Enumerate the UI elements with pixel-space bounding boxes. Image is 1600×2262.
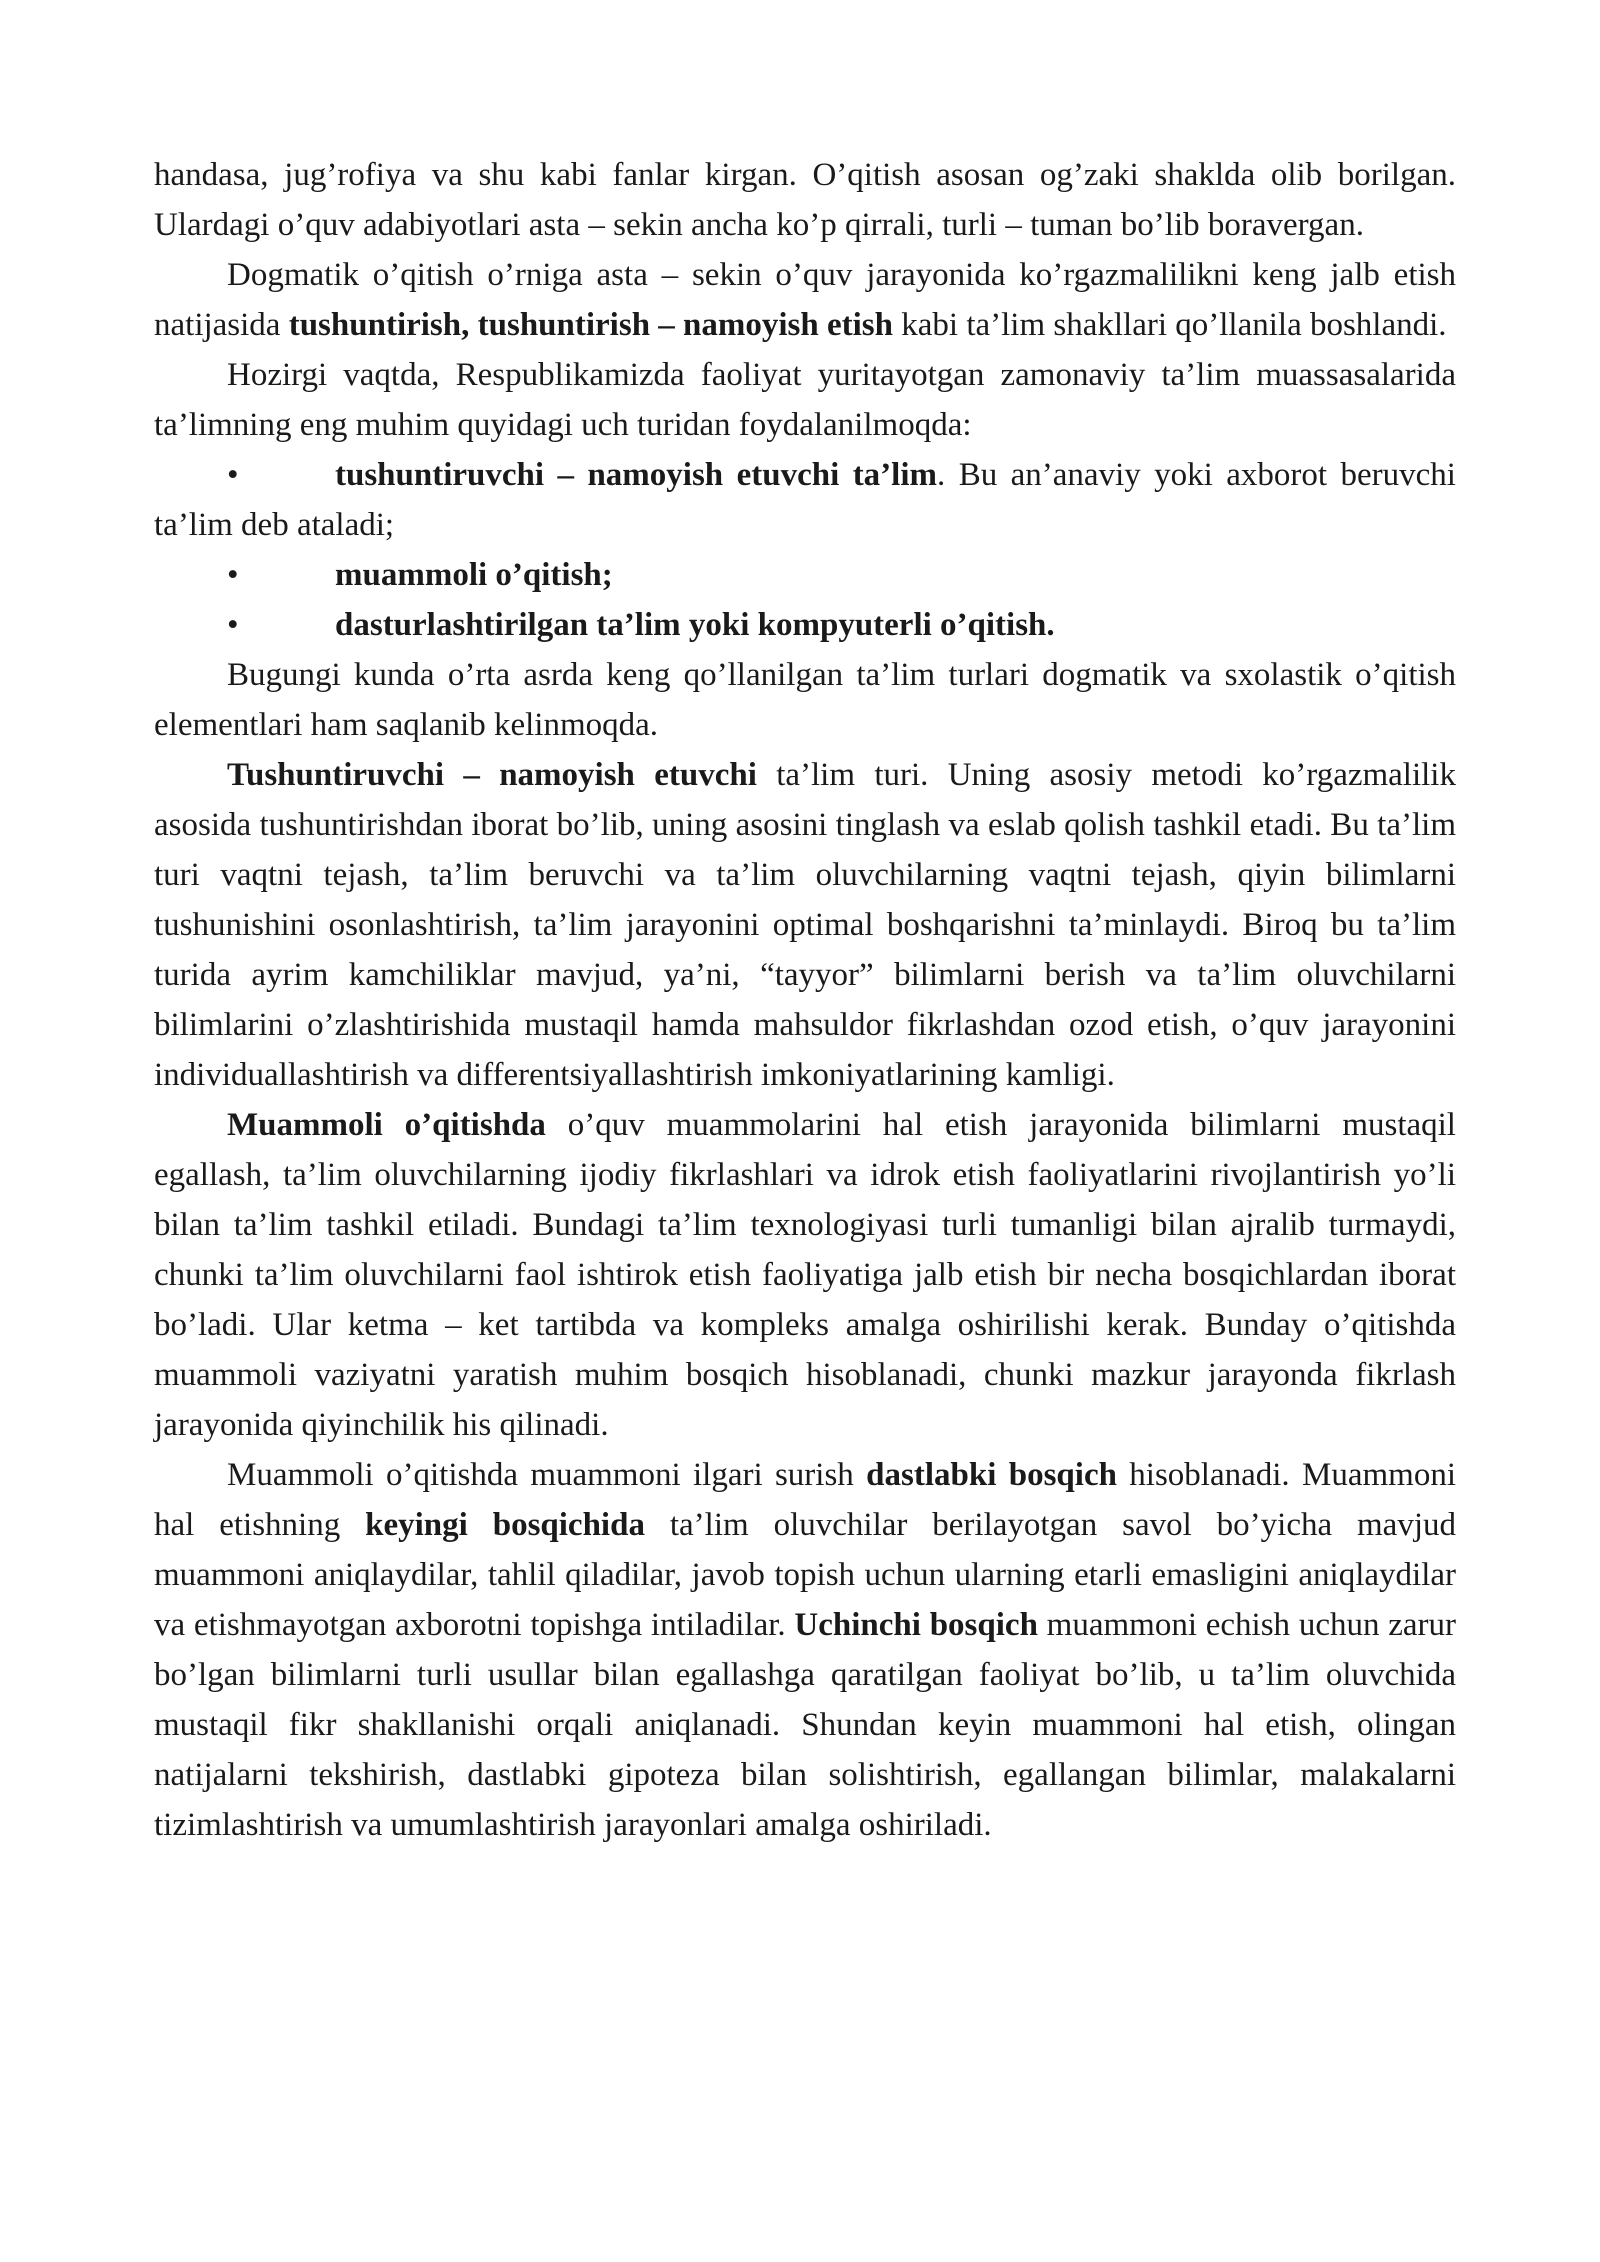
bold-term: Muammoli o’qitishda	[227, 1107, 546, 1143]
paragraph-text: o’quv muammolarini hal etish jarayonida bilimlarni mustaqil egallash, ta’lim oluvchilarning ijodiy fikrlashlari va idrok etish faoliyatlarini rivojlantirish yo’li bilan ta’lim tashkil etiladi. Bundagi ta’lim texnologiyasi turli tumanligi bilan ajralib turmaydi, chunki ta’lim oluvchilarni faol ishtirok etish faoliyatiga jalb etish bir necha bosqichlardan iborat bo’ladi. Ular ketma – ket tartibda va kompleks amalga oshirilishi kerak. Bunday o’qitishda muammoli vaziyatni yaratish muhim bosqich hisoblanadi, chunki mazkur jarayonda fikrlash jarayonida qiyinchilik his qilinadi.	[154, 1107, 1456, 1443]
paragraph-dogmatik	[154, 250, 1456, 350]
bold-term: keyingi bosqichida	[365, 1507, 645, 1543]
bullet-icon: •	[227, 457, 239, 493]
list-item	[154, 450, 1456, 550]
paragraph-text: ta’lim turi. Uning asosiy metodi ko’rgazmalilik asosida tushuntirishdan iborat bo’lib, uning asosini tinglash va eslab qolish tashkil etadi. Bu ta’lim turi vaqtni tejash, ta’lim beruvchi va ta’lim oluvchilarning vaqtni tejash, qiyin bilimlarni tushunishini osonlashtirish, ta’lim jarayonini optimal boshqarishni ta’minlaydi. Biroq bu ta’lim turida ayrim kamchiliklar mavjud, ya’ni, “tayyor” bilimlarni berish va ta’lim oluvchilarni bilimlarini o’zlashtirishida mustaqil hamda mahsuldor fikrlashdan ozod etish, o’quv jarayonini individuallashtirish va differentsiyallashtirish imkoniyatlarining kamligi.	[154, 757, 1456, 1093]
bold-term: tushuntiruvchi – namoyish etuvchi ta’lim	[335, 457, 937, 493]
paragraph-muammoli	[154, 1100, 1456, 1450]
paragraph-text: Dogmatik o’qitish o’rniga asta – sekin o’quv jarayonida ko’rgazmalilikni keng jalb etish natijasida	[154, 257, 1456, 343]
bullet-icon: •	[227, 557, 239, 593]
list-item-text	[154, 450, 1456, 550]
paragraph-text: hisoblanadi. Muammoni hal etishning	[154, 1457, 1457, 1543]
bold-term: Uchinchi bosqich	[794, 1607, 1038, 1643]
list-item-text	[154, 550, 1456, 600]
list-item	[154, 550, 1456, 600]
list-item-text	[154, 600, 1456, 650]
paragraph-text: Muammoli o’qitishda muammoni ilgari surish	[227, 1457, 867, 1493]
bold-term: dastlabki bosqich	[866, 1457, 1117, 1493]
bold-term: tushuntirish, tushuntirish – namoyish etish	[288, 307, 893, 343]
paragraph-intro: handasa, jug’rofiya va shu kabi fanlar kirgan. O’qitish asosan og’zaki shaklda olib borilgan. Ulardagi o’quv adabiyotlari asta – sekin ancha ko’p qirrali, turli – tuman bo’lib boravergan.	[154, 157, 1456, 243]
paragraph-text: ta’lim oluvchilar berilayotgan savol bo’yicha mavjud muammoni aniqlaydilar, tahlil qiladilar, javob topish uchun ularning etarli emasligini aniqlaydilar va etishmayotgan axborotni topishga intiladilar.	[154, 1507, 1457, 1643]
paragraph-tushuntiruvchi	[154, 750, 1456, 1100]
bullet-icon: •	[227, 607, 239, 643]
list-item	[154, 600, 1456, 650]
bold-term: Tushuntiruvchi – namoyish etuvchi	[227, 757, 757, 793]
document-page	[154, 150, 1456, 1850]
paragraph-text: kabi ta’lim shakllari qo’llanila boshlandi.	[893, 307, 1447, 343]
paragraph-bosqichlar	[154, 1450, 1456, 1850]
paragraph-bugungi: Bugungi kunda o’rta asrda keng qo’llanilgan ta’lim turlari dogmatik va sxolastik o’qitish elementlari ham saqlanib kelinmoqda.	[154, 657, 1456, 743]
paragraph-text: . Bu an’anaviy yoki axborot beruvchi ta’lim deb ataladi;	[154, 457, 1456, 543]
paragraph-hozirgi: Hozirgi vaqtda, Respublikamizda faoliyat yuritayotgan zamonaviy ta’lim muassasalarida ta’limning eng muhim quyidagi uch turidan foydalanilmoqda:	[154, 357, 1456, 443]
bold-term: dasturlashtirilgan ta’lim yoki kompyuterli o’qitish.	[335, 607, 1055, 643]
paragraph-text: muammoni echish uchun zarur bo’lgan bilimlarni turli usullar bilan egallashga qaratilgan faoliyat bo’lib, u ta’lim oluvchida mustaqil fikr shakllanishi orqali aniqlanadi. Shundan keyin muammoni hal etish, olingan natijalarni tekshirish, dastlabki gipoteza bilan solishtirish, egallangan bilimlar, malakalarni tizimlashtirish va umumlashtirish jarayonlari amalga oshiriladi.	[154, 1607, 1456, 1843]
bold-term: muammoli o’qitish;	[335, 557, 613, 593]
